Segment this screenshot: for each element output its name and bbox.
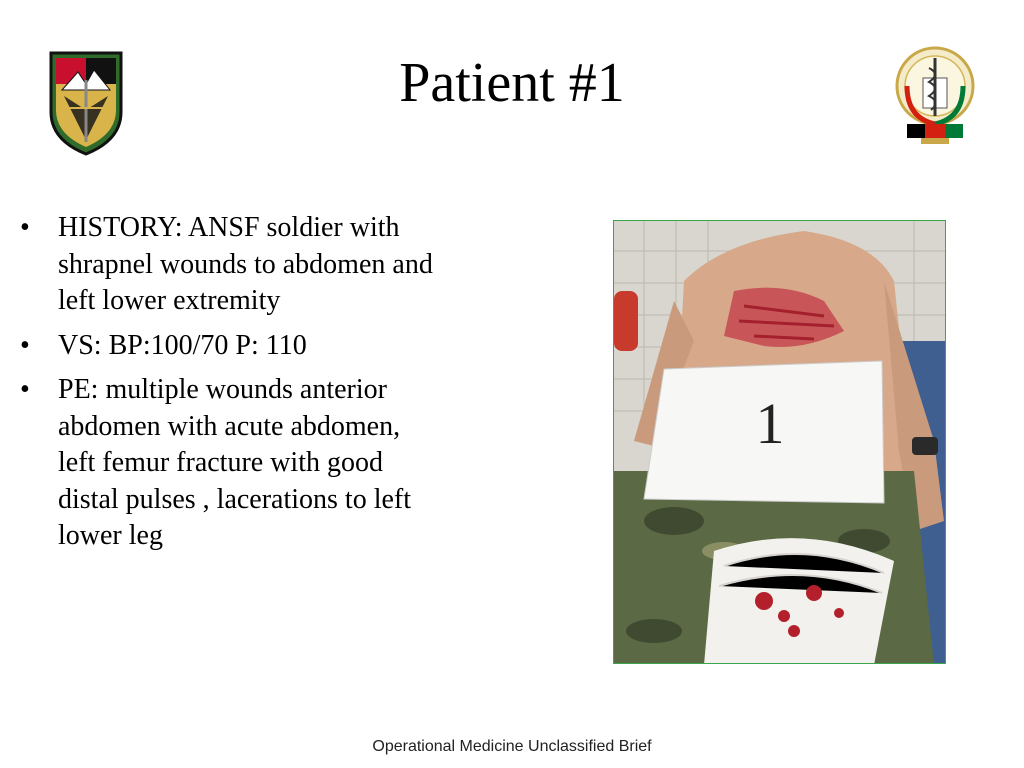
bullet-glyph: • (20, 212, 30, 243)
medical-emblem-logo (893, 40, 977, 148)
bullet-text: VS: BP:100/70 P: 110 (58, 329, 307, 361)
placard-number: 1 (755, 391, 785, 456)
bullet-text: HISTORY: ANSF soldier with shrapnel wounds to abdomen and left lower extremity (58, 212, 433, 316)
bullet-physical-exam (20, 372, 440, 555)
bullet-glyph: • (20, 374, 30, 405)
patient-photo (613, 220, 946, 664)
bullet-text: PE: multiple wounds anterior abdomen with acute abdomen, left femur fracture with good distal pulses , lacerations to left lower leg (58, 374, 412, 551)
bullet-list (20, 210, 440, 563)
slide-footer: Operational Medicine Unclassified Brief (372, 738, 652, 755)
caduceus-emblem-icon (893, 40, 977, 148)
patient-photo-illustration (614, 221, 946, 664)
bullet-glyph: • (20, 329, 30, 361)
bullet-vital-signs (20, 328, 440, 365)
bullet-history (20, 210, 440, 320)
slide-title: Patient #1 (399, 52, 625, 114)
